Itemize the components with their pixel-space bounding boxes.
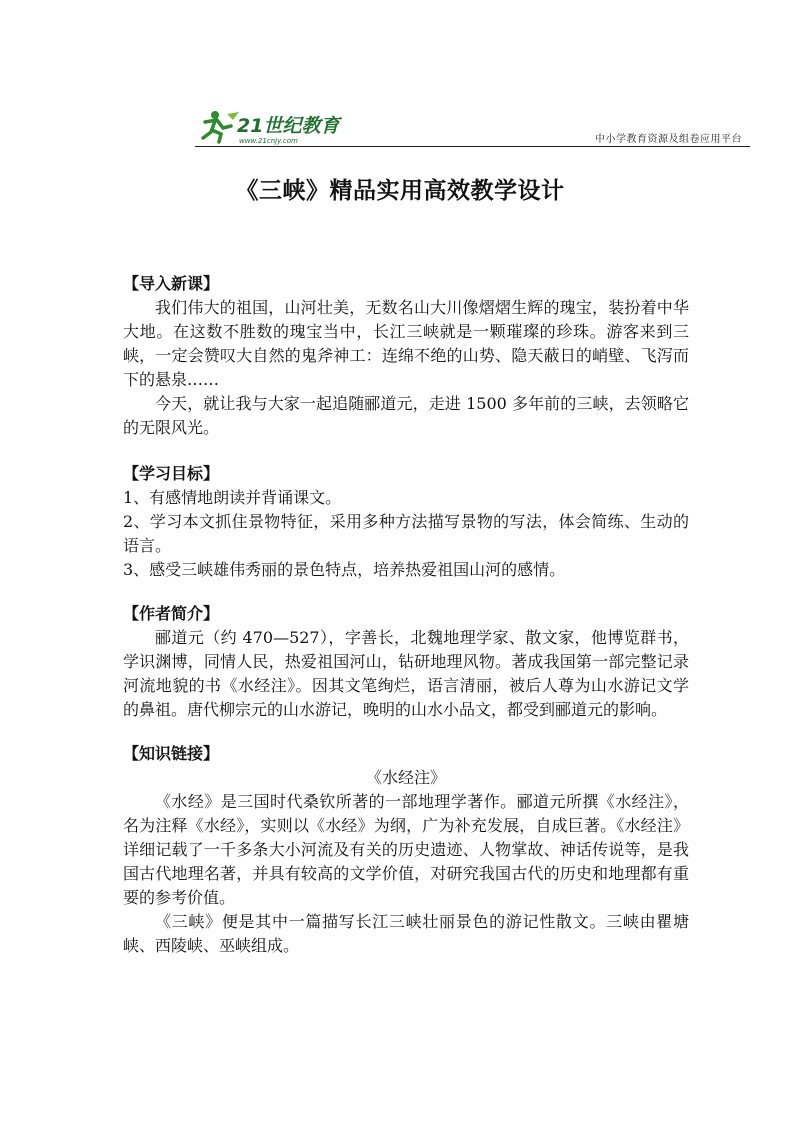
section-heading-author: 【作者简介】 [123, 604, 220, 623]
page-title: 《三峡》精品实用高效教学设计 [235, 178, 565, 204]
header-divider [195, 146, 750, 147]
author-paragraph: 郦道元（约 470—527），字善长，北魏地理学家、散文家，他博览群书，学识渊博，同情人民，热爱祖国河山，钻研地理风物。著成我国第一部完整记录河流地貌的书《水经注》。因其文笔绚烂，语言清丽，被后人尊为山水游记文学的鼻祖。唐代柳宗元的山水游记，晚明的山水小品文，都受到郦道元的影响。 [123, 628, 689, 719]
knowledge-subtitle: 《水经注》 [365, 768, 446, 787]
knowledge-paragraph-2: 《三峡》便是其中一篇描写长江三峡壮丽景色的游记性散文。三峡由瞿塘峡、西陵峡、巫峡组成。 [123, 912, 689, 955]
intro-paragraph-1: 我们伟大的祖国，山河壮美，无数名山大川像熠熠生辉的瑰宝，装扮着中华大地。在这数不胜数的瑰宝当中，长江三峡就是一颗璀璨的珍珠。游客来到三峡，一定会赞叹大自然的鬼斧神工：连绵不绝的山势、隐天蔽日的峭壁、飞泻而下的悬泉…… [123, 298, 689, 389]
platform-tagline: 中小学教育资源及组卷应用平台 [595, 134, 742, 145]
logo-text: 21世纪教育 [237, 115, 340, 137]
section-heading-intro: 【导入新课】 [123, 274, 220, 293]
knowledge-paragraph-1: 《水经》是三国时代桑钦所著的一部地理学著作。郦道元所撰《水经注》，名为注释《水经》，实则以《水经》为纲，广为补充发展，自成巨著。《水经注》详细记载了一千多条大小河流及有关的历史遗迹、人物掌故、神话传说等，是我国古代地理名著，并具有较高的文学价值，对研究我国古代的历史和地理都有重要的参考价值。 [123, 792, 689, 907]
goal-item-3: 3、感受三峡雄伟秀丽的景色特点，培养热爱祖国山河的感情。 [123, 560, 566, 579]
goal-item-2: 2、学习本文抓住景物特征，采用多种方法描写景物的写法，体会简练、生动的语言。 [123, 512, 689, 555]
goal-item-1: 1、有感情地朗读并背诵课文。 [123, 488, 342, 507]
section-heading-goals: 【学习目标】 [123, 464, 220, 483]
logo [195, 108, 345, 146]
section-heading-knowledge: 【知识链接】 [123, 744, 220, 763]
logo-url: www.21cnjy.com [239, 137, 298, 145]
document-body [123, 272, 689, 958]
intro-paragraph-2: 今天，就让我与大家一起追随郦道元，走进 1500 多年前的三峡，去领略它的无限风光。 [123, 394, 689, 437]
page-header [195, 108, 750, 148]
